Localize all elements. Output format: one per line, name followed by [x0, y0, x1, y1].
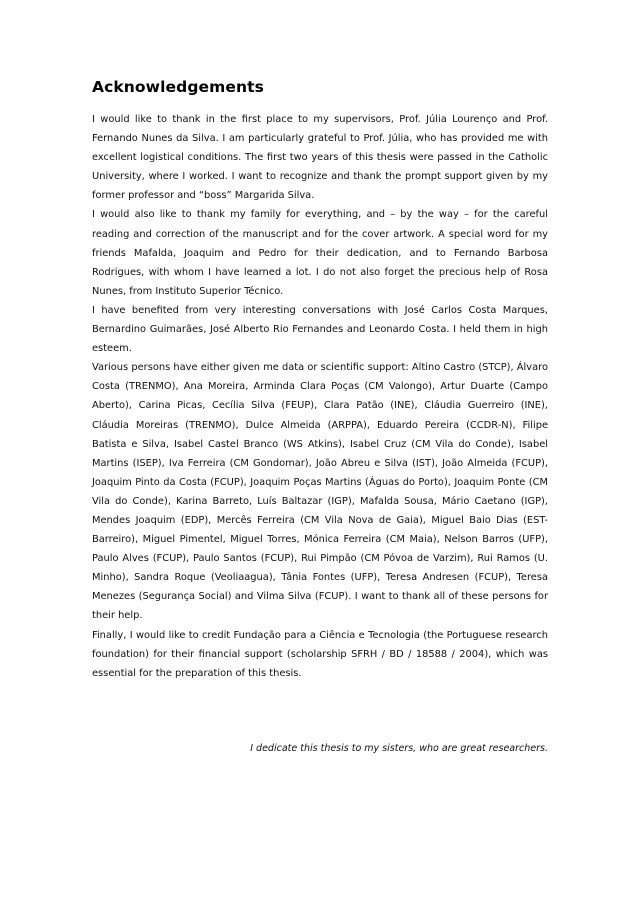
paragraph-funding: Finally, I would like to credit Fundação para a Ciência e Tecnologia (the Portuguese research foundation) for their financial support (scholarship SFRH / BD / 18588 / 2004), which was essential for the preparation of this thesis.	[92, 629, 548, 679]
dedication-line: I dedicate this thesis to my sisters, who are great researchers.	[250, 743, 548, 754]
paragraph-supervisors: I would like to thank in the first place to my supervisors, Prof. Júlia Lourenço and Prof. Fernando Nunes da Silva. I am particularly grateful to Prof. Júlia, who has provided me with excellent logistical conditions. The first two years of this thesis were passed in the Catholic University, where I worked. I want to recognize and thank the prompt support given by my former professor and “boss” Margarida Silva.	[92, 114, 548, 202]
paragraph-data-support: Various persons have either given me data or scientific support: Altino Castro (STCP), Álvaro Costa (TRENMO), Ana Moreira, Arminda Clara Poças (CM Valongo), Artur Duarte (Campo Aberto), Carina Picas, Cecília Silva (FEUP), Clara Patão (INE), Cláudia Guerreiro (INE), Cláudia Moreiras (TRENMO), Dulce Almeida (ARPPA), Eduardo Pereira (CCDR-N), Filipe Batista e Silva, Isabel Castel Branco (WS Atkins), Isabel Cruz (CM Vila do Conde), Isabel Martins (ISEP), Iva Ferreira (CM Gondomar), João Abreu e Silva (IST), João Almeida (FCUP), Joaquim Pinto da Costa (FCUP), Joaquim Poças Martins (Águas do Porto), Joaquim Ponte (CM Vila do Conde), Karina Barreto, Luís Baltazar (IGP), Mafalda Sousa, Mário Caetano (IGP), Mendes Joaquim (EDP), Mercês Ferreira (CM Vila Nova de Gaia), Miguel Baio Dias (EST-Barreiro), Miguel Pimentel, Miguel Torres, Mónica Ferreira (CM Maia), Nelson Barros (UFP), Paulo Alves (FCUP), Paulo Santos (FCUP), Rui Pimpão (CM Póvoa de Varzim), Rui Ramos (U. Minho), Sandra Roque (Veoliaagua), Tânia Fontes (UFP), Teresa Andresen (FCUP), Teresa Menezes (Segurança Social) and Vilma Silva (FCUP). I want to thank all of these persons for their help.	[92, 362, 548, 622]
acknowledgements-body	[92, 110, 548, 683]
paragraph-conversations: I have benefited from very interesting conversations with José Carlos Costa Marques, Bernardino Guimarães, José Alberto Rio Fernandes and Leonardo Costa. I held them in high esteem.	[92, 304, 548, 355]
page-title: Acknowledgements	[92, 78, 264, 96]
paragraph-family-friends: I would also like to thank my family for everything, and – by the way – for the careful reading and correction of the manuscript and for the cover artwork. A special word for my friends Mafalda, Joaquim and Pedro for their dedication, and to Fernando Barbosa Rodrigues, with whom I have learned a lot. I do not also forget the precious help of Rosa Nunes, from Instituto Superior Técnico.	[92, 209, 548, 297]
